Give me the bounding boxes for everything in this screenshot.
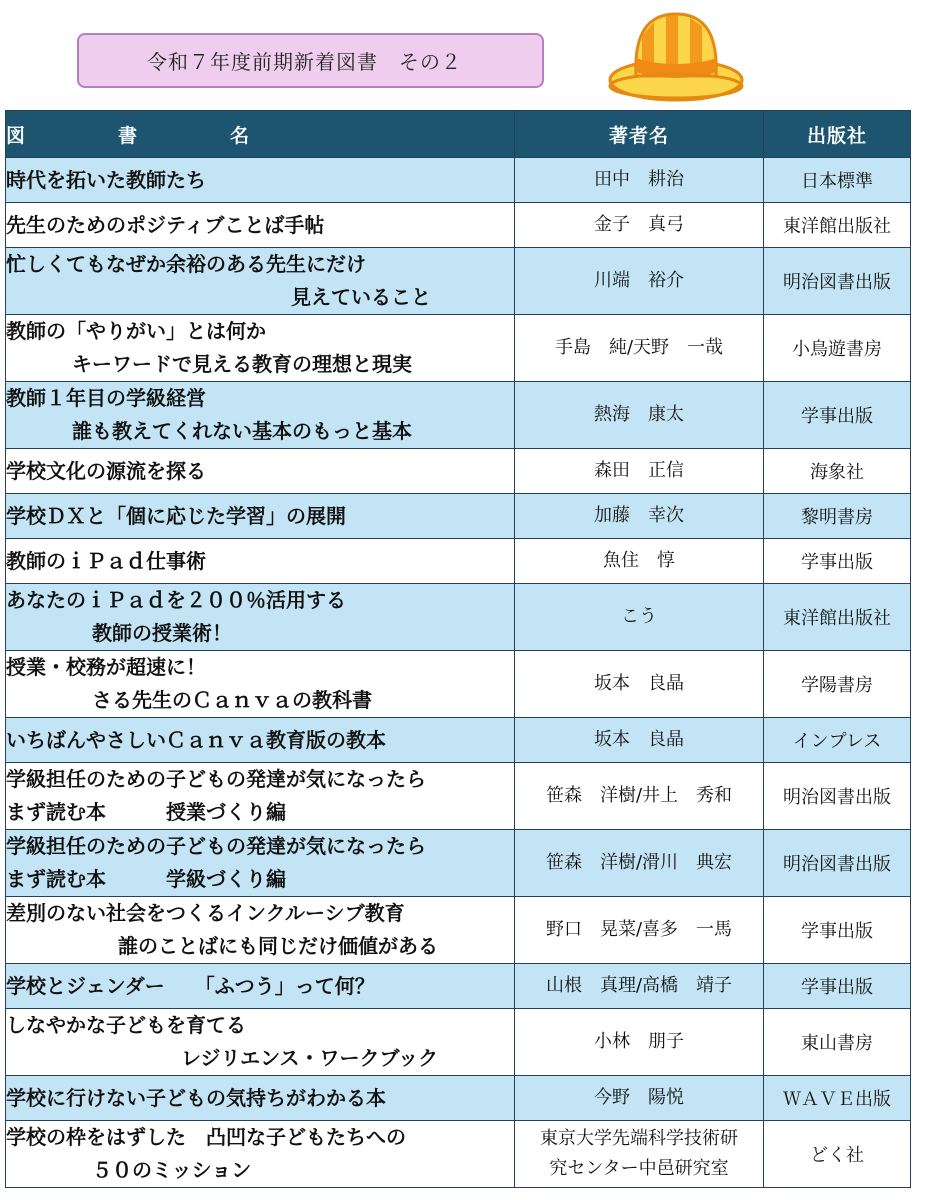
book-title-line: いちばんやさしいＣａｎｖａ教育版の教本 [6, 727, 386, 752]
table-row [6, 248, 911, 315]
book-author [515, 830, 764, 897]
book-title [6, 763, 515, 830]
book-title-line: 学校に行けない子どもの気持ちがわかる本 [6, 1085, 386, 1110]
book-publisher: ＷＡＶＥ出版 [764, 1076, 911, 1121]
book-author [515, 315, 764, 382]
book-author-line: 魚住 惇 [603, 550, 675, 571]
book-title [6, 248, 515, 315]
book-title-line: レジリエンス・ワークブック [181, 1046, 439, 1070]
page-title [77, 33, 544, 88]
book-publisher: 小鳥遊書房 [764, 315, 911, 382]
book-author-line: 笹森 洋樹/井上 秀和 [545, 785, 733, 806]
book-author-line: 山根 真理/高橋 靖子 [545, 975, 733, 996]
book-title [6, 315, 515, 382]
book-title [6, 897, 515, 964]
book-title-line: あなたのｉＰａｄを２００％活用する [6, 588, 346, 612]
book-author-line: 究センター中邑研究室 [549, 1158, 729, 1179]
book-title [6, 1121, 515, 1188]
book-author-line: 小林 朋子 [594, 1031, 684, 1052]
book-publisher: 東洋館出版社 [764, 584, 911, 651]
book-title-line: 学級担任のための子どもの発達が気になったら [6, 834, 426, 858]
book-author [515, 203, 764, 248]
book-author [515, 897, 764, 964]
book-title-line: 誰も教えてくれない基本のもっと基本 [72, 419, 412, 443]
book-author [515, 718, 764, 763]
book-title-line: しなやかな子どもを育てる [6, 1013, 246, 1037]
book-title [6, 539, 515, 584]
book-author-line: 田中 耕治 [594, 169, 684, 190]
book-title-line: 差別のない社会をつくるインクルーシブ教育 [6, 901, 405, 925]
book-author [515, 539, 764, 584]
page-title-text: 令和７年度前期新着図書 その２ [147, 50, 462, 74]
book-title-line: まず読む本 授業づくり編 [6, 800, 286, 824]
book-publisher: 明治図書出版 [764, 763, 911, 830]
book-title [6, 449, 515, 494]
book-title-line: さる先生のＣａｎｖａの教科書 [92, 688, 372, 712]
book-publisher: 東山書房 [764, 1009, 911, 1076]
book-title [6, 651, 515, 718]
book-author-line: 野口 晃菜/喜多 一馬 [545, 919, 733, 940]
book-title-line: 時代を拓いた教師たち [6, 167, 206, 192]
book-title-line: 教師の「やりがい」とは何か [6, 319, 266, 343]
book-title [6, 494, 515, 539]
table-row [6, 651, 911, 718]
book-author-line: 森田 正信 [594, 460, 684, 481]
book-publisher: 明治図書出版 [764, 248, 911, 315]
book-title-line: まず読む本 学級づくり編 [6, 867, 286, 891]
table-row [6, 203, 911, 248]
book-title-line: 学校文化の源流を探る [6, 458, 206, 483]
book-title-line: 学校とジェンダー 「ふつう」って何？ [6, 973, 375, 998]
book-author [515, 651, 764, 718]
column-header-author: 著者名 [515, 111, 764, 158]
book-author-line: 手島 純/天野 一哉 [554, 337, 724, 358]
table-row [6, 494, 911, 539]
book-author-line: 坂本 良晶 [594, 729, 684, 750]
book-title [6, 830, 515, 897]
table-row [6, 539, 911, 584]
book-title [6, 718, 515, 763]
book-publisher: どく社 [764, 1121, 911, 1188]
table-row [6, 584, 911, 651]
book-publisher: 学事出版 [764, 897, 911, 964]
book-title [6, 382, 515, 449]
book-author [515, 449, 764, 494]
book-author [515, 763, 764, 830]
book-author [515, 1076, 764, 1121]
book-author [515, 248, 764, 315]
column-header-title: 図 書 名 [6, 111, 515, 158]
book-author-line: 加藤 幸次 [594, 505, 684, 526]
column-header-publisher: 出版社 [764, 111, 911, 158]
book-title [6, 964, 515, 1009]
straw-hat-icon [606, 6, 746, 106]
book-title-line: 教師のｉＰａｄ仕事術 [6, 548, 206, 573]
book-title-line: 忙しくてもなぜか余裕のある先生にだけ [6, 252, 366, 276]
book-publisher: 海象社 [764, 449, 911, 494]
book-title-line: ５０のミッション [92, 1158, 252, 1182]
book-publisher: 学事出版 [764, 539, 911, 584]
table-row [6, 315, 911, 382]
table-row [6, 964, 911, 1009]
book-title [6, 203, 515, 248]
table-row [6, 830, 911, 897]
book-title-line: 先生のためのポジティブことば手帖 [6, 212, 325, 237]
book-author-line: 川端 裕介 [594, 270, 684, 291]
book-title-line: 授業・校務が超速に！ [6, 655, 206, 679]
book-author-line: 坂本 良晶 [594, 673, 684, 694]
book-author-line: 東京大学先端科学技術研 [540, 1128, 738, 1149]
book-title-line: 学校ＤＸと「個に応じた学習」の展開 [6, 503, 346, 528]
table-row [6, 382, 911, 449]
book-publisher: インプレス [764, 718, 911, 763]
book-publisher: 黎明書房 [764, 494, 911, 539]
book-author [515, 1009, 764, 1076]
table-header-row [6, 111, 911, 158]
book-publisher: 学陽書房 [764, 651, 911, 718]
book-title-line: 学級担任のための子どもの発達が気になったら [6, 767, 426, 791]
table-row [6, 897, 911, 964]
book-author-line: 笹森 洋樹/滑川 典宏 [545, 852, 733, 873]
book-title-line: 誰のことばにも同じだけ価値がある [118, 934, 438, 958]
book-author [515, 964, 764, 1009]
book-title-line: 学校の枠をはずした 凸凹な子どもたちへの [6, 1125, 406, 1149]
book-title-line: 教師の授業術！ [92, 621, 232, 645]
book-title-line: 見えていること [291, 285, 431, 309]
book-title [6, 1076, 515, 1121]
book-author [515, 494, 764, 539]
book-publisher: 学事出版 [764, 382, 911, 449]
books-table [5, 110, 911, 1188]
book-title [6, 158, 515, 203]
table-row [6, 1076, 911, 1121]
book-title-line: 教師１年目の学級経営 [6, 386, 206, 410]
book-author-line: 今野 陽悦 [594, 1087, 684, 1108]
table-row [6, 1121, 911, 1188]
book-author [515, 382, 764, 449]
book-author-line: 金子 真弓 [594, 214, 684, 235]
table-row [6, 763, 911, 830]
book-publisher: 学事出版 [764, 964, 911, 1009]
book-author [515, 158, 764, 203]
table-row [6, 449, 911, 494]
book-publisher: 日本標準 [764, 158, 911, 203]
table-row [6, 1009, 911, 1076]
book-author [515, 1121, 764, 1188]
book-title [6, 584, 515, 651]
table-row [6, 158, 911, 203]
table-row [6, 718, 911, 763]
book-author [515, 584, 764, 651]
book-author-line: こう [621, 606, 657, 627]
book-title-line: キーワードで見える教育の理想と現実 [72, 352, 412, 376]
book-title [6, 1009, 515, 1076]
book-publisher: 明治図書出版 [764, 830, 911, 897]
book-author-line: 熱海 康太 [594, 404, 684, 425]
book-publisher: 東洋館出版社 [764, 203, 911, 248]
